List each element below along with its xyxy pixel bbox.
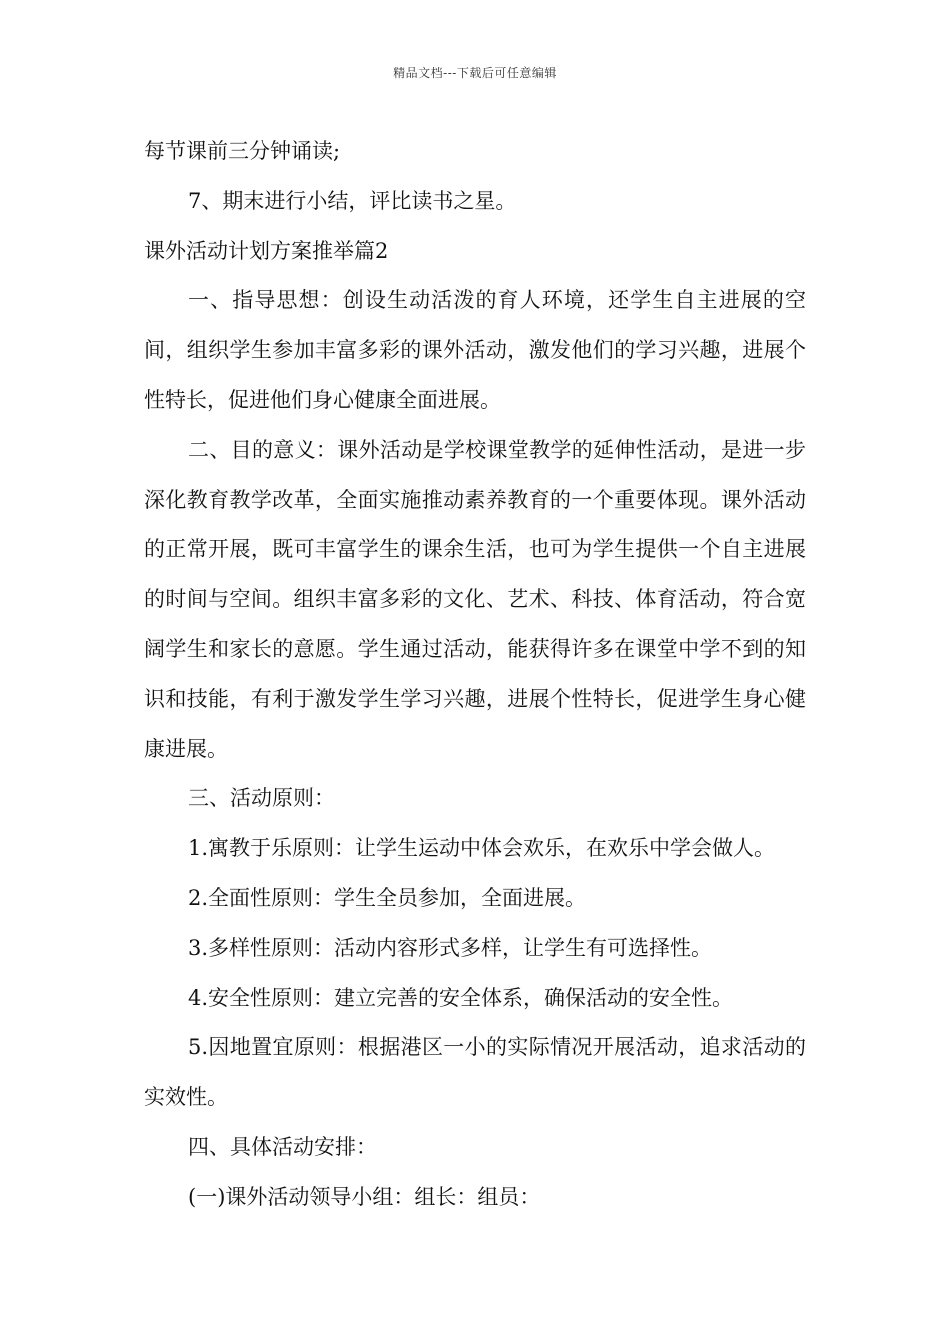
list-item: 3.多样性原则：活动内容形式多样，让学生有可选择性。: [188, 935, 713, 960]
paragraph: 三、活动原则：: [188, 786, 335, 811]
paragraph: 二、目的意义：课外活动是学校课堂教学的延伸性活动，是进一步深化教育教学改革，全面实施推动素养教育的一个重要体现。课外活动的正常开展，既可丰富学生的课余生活，也可为学生提供一个自主进展的时间与空间。组织丰富多彩的文化、艺术、科技、体育活动，符合宽阔学生和家长的意愿。学生通过活动，能获得许多在课堂中学不到的知识和技能，有利于激发学生学习兴趣，进展个性特长，促进学生身心健康进展。: [144, 437, 806, 761]
paragraph: 四、具体活动安排：: [188, 1134, 377, 1159]
page-header: 精品文档---下载后可任意编辑: [393, 66, 557, 80]
paragraph: 一、指导思想：创设生动活泼的育人环境，还学生自主进展的空间，组织学生参加丰富多彩的课外活动，激发他们的学习兴趣，进展个性特长，促进他们身心健康全面进展。: [144, 288, 806, 412]
section-heading: 课外活动计划方案推举篇2: [144, 238, 389, 263]
list-item: 4.安全性原则：建立完善的安全体系，确保活动的安全性。: [188, 985, 734, 1010]
paragraph: (一)课外活动领导小组：组长：组员：: [188, 1184, 541, 1209]
paragraph: 每节课前三分钟诵读;: [144, 139, 341, 163]
list-item: 1.寓教于乐原则：让学生运动中体会欢乐，在欢乐中学会做人。: [188, 836, 776, 861]
list-item: 5.因地置宜原则：根据港区一小的实际情况开展活动，追求活动的实效性。: [144, 1035, 806, 1110]
paragraph: 7、期末进行小结，评比读书之星。: [188, 188, 517, 213]
list-item: 2.全面性原则：学生全员参加，全面进展。: [188, 885, 587, 910]
document-body: [144, 127, 806, 1223]
